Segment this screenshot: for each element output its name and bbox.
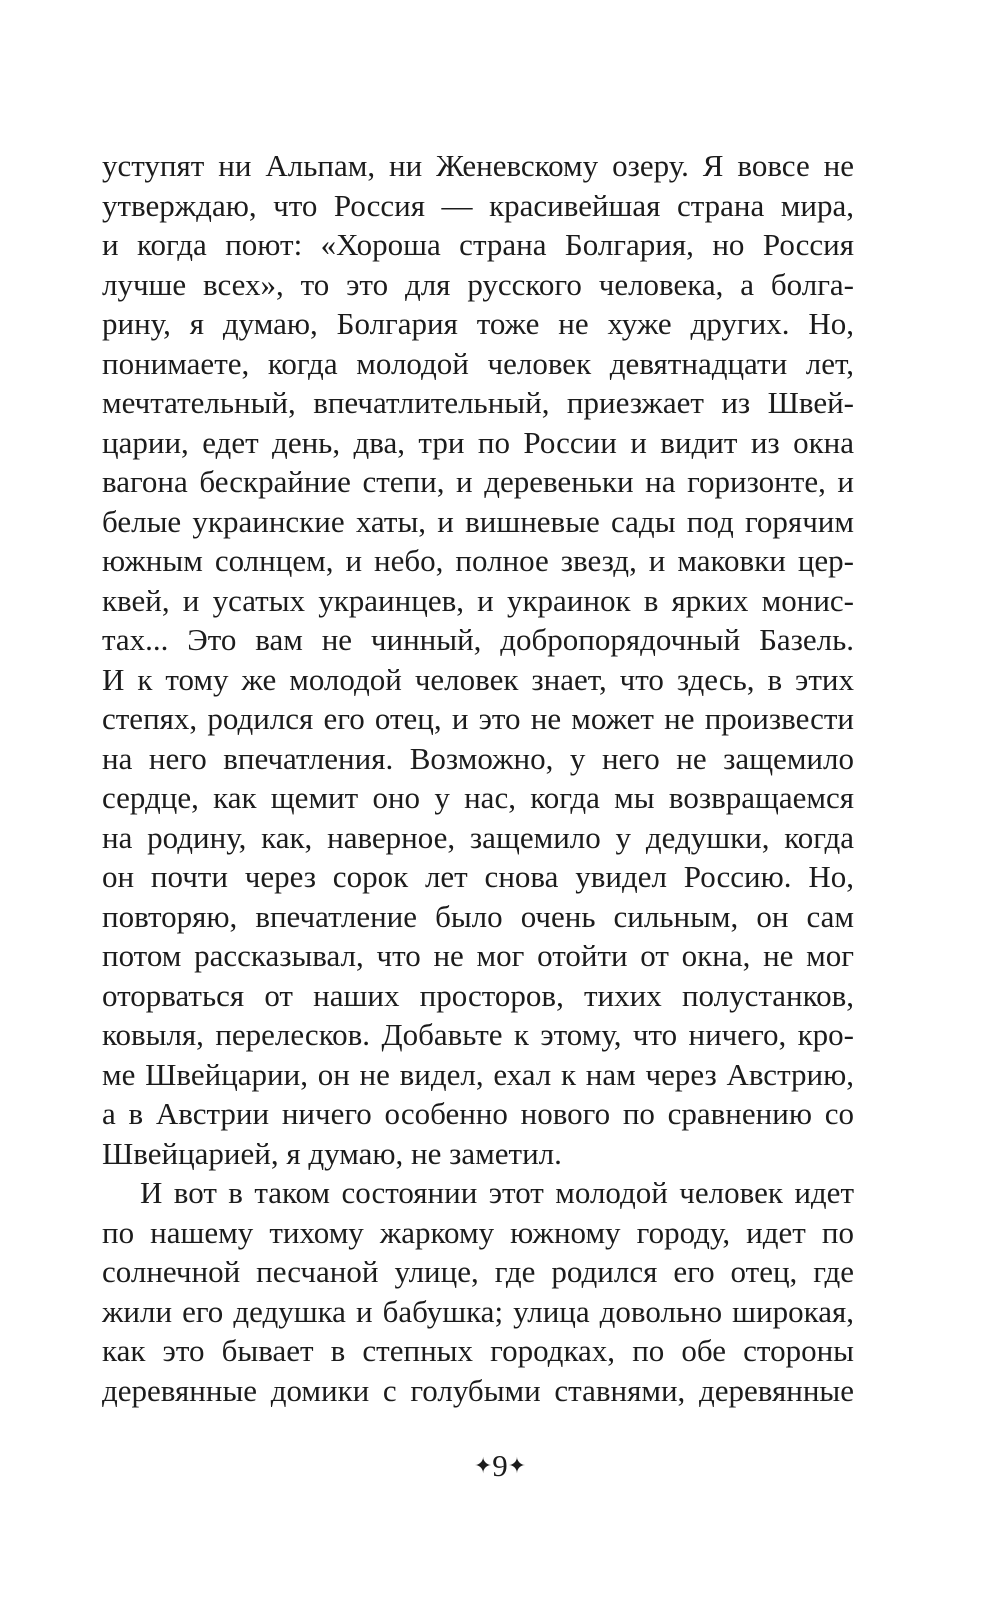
text-line: ковыля, перелесков. Добавьте к этому, что ничего, кро-	[102, 1017, 854, 1052]
text-line: степях, родился его отец, и это не может не произвести	[102, 701, 854, 736]
text-line: потом рассказывал, что не мог отойти от окна, не мог	[102, 938, 854, 973]
text-line: повторяю, впечатление было очень сильным, он сам	[102, 898, 854, 934]
text-line: И к тому же молодой человек знает, что здесь, в этих	[102, 661, 854, 697]
text-line: и когда поют: «Хороша страна Болгария, но Россия	[102, 227, 854, 262]
text-line: тах... Это вам не чинный, добропорядочный Базель.	[102, 622, 854, 657]
page-number-value: 9	[492, 1448, 508, 1483]
text-line: жили его дедушка и бабушка; улица довольно широкая,	[102, 1293, 854, 1329]
text-line: ме Швейцарии, он не видел, ехал к нам через Австрию,	[102, 1056, 854, 1092]
text-line: мечтательный, впечатлительный, приезжает из Швей-	[102, 385, 854, 420]
text-line: уступят ни Альпам, ни Женевскому озеру. Я вовсе не	[102, 148, 854, 183]
text-line: на родину, как, наверное, защемило у дедушки, когда	[102, 819, 854, 855]
text-line: Швейцарией, я думаю, не заметил.	[102, 1135, 562, 1171]
text-line: понимаете, когда молодой человек девятнадцати лет,	[102, 345, 854, 381]
text-line: рину, я думаю, Болгария тоже не хуже других. Но,	[102, 306, 854, 341]
text-line: а в Австрии ничего особенно нового по сравнению со	[102, 1096, 854, 1131]
text-line: белые украинские хаты, и вишневые сады под горячим	[102, 503, 854, 539]
text-line: И вот в таком состоянии этот молодой человек идет	[140, 1175, 854, 1210]
text-line: южным солнцем, и небо, полное звезд, и маковки цер-	[102, 543, 854, 578]
ornament-star-icon: ✦	[473, 1453, 493, 1478]
text-line: солнечной песчаной улице, где родился его отец, где	[102, 1254, 854, 1289]
ornament-star-icon: ✦	[507, 1453, 527, 1478]
text-line: он почти через сорок лет снова увидел Россию. Но,	[102, 859, 854, 894]
text-line: сердце, как щемит оно у нас, когда мы возвращаемся	[102, 780, 854, 815]
text-line: деревянные домики с голубыми ставнями, деревянные	[102, 1372, 854, 1408]
text-line: по нашему тихому жаркому южному городу, идет по	[102, 1214, 854, 1250]
page-number	[0, 1448, 1000, 1484]
text-line: утверждаю, что Россия — красивейшая страна мира,	[102, 187, 854, 223]
text-line: квей, и усатых украинцев, и украинок в ярких монис-	[102, 582, 854, 618]
text-line: лучше всех», то это для русского человека, а болга-	[102, 266, 854, 302]
text-line: оторваться от наших просторов, тихих полустанков,	[102, 977, 854, 1013]
text-line: царии, едет день, два, три по России и видит из окна	[102, 424, 854, 460]
text-line: как это бывает в степных городках, по обе стороны	[102, 1333, 854, 1368]
text-line: вагона бескрайние степи, и деревеньки на горизонте, и	[102, 464, 854, 499]
body-text	[102, 146, 854, 1410]
text-line: на него впечатления. Возможно, у него не защемило	[102, 740, 854, 776]
